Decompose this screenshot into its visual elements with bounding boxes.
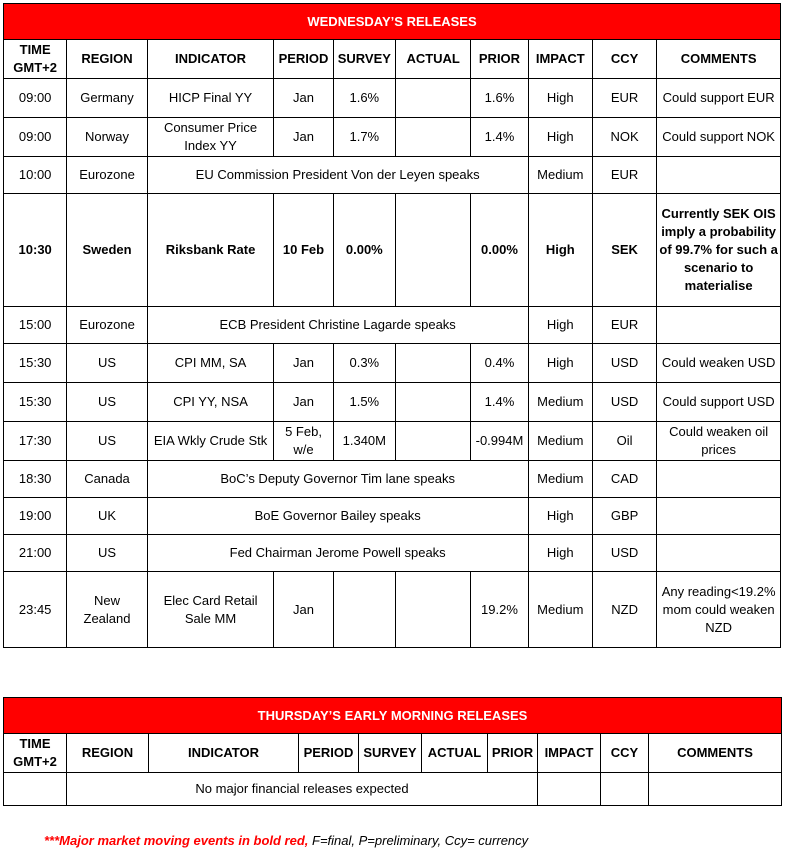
cell-indicator: BoE Governor Bailey speaks: [147, 498, 528, 535]
cell-comments: [657, 535, 781, 572]
cell-region: US: [67, 344, 147, 383]
cell-comments: Currently SEK OIS imply a probability of 99.7% for such a scenario to materialise: [657, 194, 781, 307]
cell-time: [4, 773, 67, 806]
cell-ccy: SEK: [592, 194, 656, 307]
header-prior: PRIOR: [471, 40, 528, 79]
empty-message: No major financial releases expected: [67, 773, 538, 806]
cell-survey: 1.7%: [333, 118, 395, 157]
cell-prior: 0.00%: [471, 194, 528, 307]
cell-indicator: CPI YY, NSA: [147, 383, 274, 422]
cell-region: Sweden: [67, 194, 147, 307]
cell-region: New Zealand: [67, 572, 147, 648]
cell-ccy: USD: [592, 344, 656, 383]
cell-survey: 1.5%: [333, 383, 395, 422]
cell-prior: 0.4%: [471, 344, 528, 383]
cell-impact: Medium: [528, 157, 592, 194]
cell-indicator: Fed Chairman Jerome Powell speaks: [147, 535, 528, 572]
header-survey: SURVEY: [359, 734, 422, 773]
cell-time: 17:30: [4, 422, 67, 461]
header-ccy: CCY: [592, 40, 656, 79]
table-row: [4, 157, 781, 194]
table-row: [4, 422, 781, 461]
cell-region: UK: [67, 498, 147, 535]
cell-comments: Could weaken USD: [657, 344, 781, 383]
cell-survey: 1.6%: [333, 79, 395, 118]
cell-actual: [395, 194, 470, 307]
cell-ccy: NOK: [592, 118, 656, 157]
header-time: TIME GMT+2: [4, 40, 67, 79]
table-row: [4, 194, 781, 307]
cell-comments: [657, 157, 781, 194]
cell-indicator: BoC’s Deputy Governor Tim lane speaks: [147, 461, 528, 498]
cell-comments: Could support USD: [657, 383, 781, 422]
cell-indicator: Riksbank Rate: [147, 194, 274, 307]
cell-period: 5 Feb, w/e: [274, 422, 333, 461]
cell-impact: High: [528, 307, 592, 344]
header-impact: IMPACT: [528, 40, 592, 79]
cell-region: US: [67, 535, 147, 572]
header-comments: COMMENTS: [649, 734, 782, 773]
cell-prior: 1.4%: [471, 383, 528, 422]
cell-period: Jan: [274, 79, 333, 118]
cell-time: 19:00: [4, 498, 67, 535]
footer-highlight: ***Major market moving events in bold red,: [44, 833, 309, 848]
cell-period: Jan: [274, 344, 333, 383]
cell-impact: High: [528, 344, 592, 383]
cell-actual: [395, 79, 470, 118]
table-row: [4, 383, 781, 422]
cell-indicator: ECB President Christine Lagarde speaks: [147, 307, 528, 344]
cell-impact: [538, 773, 601, 806]
cell-ccy: NZD: [592, 572, 656, 648]
cell-comments: Could support NOK: [657, 118, 781, 157]
header-actual: ACTUAL: [422, 734, 488, 773]
cell-survey: 0.3%: [333, 344, 395, 383]
header-region: REGION: [67, 40, 147, 79]
footer-note: [44, 833, 528, 848]
header-indicator: INDICATOR: [147, 40, 274, 79]
cell-ccy: EUR: [592, 79, 656, 118]
cell-prior: 1.6%: [471, 79, 528, 118]
header-actual: ACTUAL: [395, 40, 470, 79]
thursday-releases-table: [3, 697, 782, 806]
cell-region: Germany: [67, 79, 147, 118]
cell-region: Eurozone: [67, 157, 147, 194]
cell-region: Norway: [67, 118, 147, 157]
table-row: [4, 773, 782, 806]
thursday-header-row: [4, 734, 782, 773]
cell-impact: High: [528, 118, 592, 157]
cell-time: 15:30: [4, 383, 67, 422]
cell-time: 09:00: [4, 79, 67, 118]
header-survey: SURVEY: [333, 40, 395, 79]
cell-comments: Any reading<19.2% mom could weaken NZD: [657, 572, 781, 648]
cell-impact: High: [528, 79, 592, 118]
cell-impact: Medium: [528, 461, 592, 498]
header-period: PERIOD: [274, 40, 333, 79]
header-time: TIME GMT+2: [4, 734, 67, 773]
cell-impact: Medium: [528, 572, 592, 648]
cell-impact: High: [528, 194, 592, 307]
cell-time: 21:00: [4, 535, 67, 572]
cell-time: 09:00: [4, 118, 67, 157]
cell-time: 10:00: [4, 157, 67, 194]
cell-ccy: Oil: [592, 422, 656, 461]
cell-ccy: GBP: [592, 498, 656, 535]
cell-comments: [657, 307, 781, 344]
cell-comments: Could support EUR: [657, 79, 781, 118]
table-row: [4, 572, 781, 648]
wednesday-releases-table: [3, 3, 781, 648]
cell-actual: [395, 572, 470, 648]
cell-indicator: Elec Card Retail Sale MM: [147, 572, 274, 648]
cell-region: Eurozone: [67, 307, 147, 344]
cell-period: Jan: [274, 572, 333, 648]
cell-comments: [657, 461, 781, 498]
header-impact: IMPACT: [538, 734, 601, 773]
header-indicator: INDICATOR: [149, 734, 299, 773]
cell-actual: [395, 422, 470, 461]
header-ccy: CCY: [601, 734, 649, 773]
cell-ccy: CAD: [592, 461, 656, 498]
cell-time: 15:30: [4, 344, 67, 383]
cell-indicator: HICP Final YY: [147, 79, 274, 118]
cell-actual: [395, 344, 470, 383]
cell-period: 10 Feb: [274, 194, 333, 307]
cell-prior: -0.994M: [471, 422, 528, 461]
thursday-title: THURSDAY’S EARLY MORNING RELEASES: [4, 698, 782, 734]
table-row: [4, 79, 781, 118]
cell-survey: [333, 572, 395, 648]
cell-time: 23:45: [4, 572, 67, 648]
cell-region: Canada: [67, 461, 147, 498]
cell-region: US: [67, 422, 147, 461]
cell-period: Jan: [274, 383, 333, 422]
cell-impact: High: [528, 535, 592, 572]
cell-actual: [395, 383, 470, 422]
cell-indicator: Consumer Price Index YY: [147, 118, 274, 157]
table-row: [4, 498, 781, 535]
cell-ccy: EUR: [592, 307, 656, 344]
table-row: [4, 307, 781, 344]
cell-survey: 1.340M: [333, 422, 395, 461]
cell-period: Jan: [274, 118, 333, 157]
cell-prior: 19.2%: [471, 572, 528, 648]
cell-region: US: [67, 383, 147, 422]
header-region: REGION: [67, 734, 149, 773]
header-prior: PRIOR: [488, 734, 538, 773]
cell-impact: High: [528, 498, 592, 535]
table-row: [4, 461, 781, 498]
cell-ccy: USD: [592, 383, 656, 422]
wednesday-title: WEDNESDAY’S RELEASES: [4, 4, 781, 40]
cell-comments: [649, 773, 782, 806]
cell-survey: 0.00%: [333, 194, 395, 307]
wednesday-header-row: [4, 40, 781, 79]
cell-actual: [395, 118, 470, 157]
cell-impact: Medium: [528, 383, 592, 422]
cell-indicator: CPI MM, SA: [147, 344, 274, 383]
table-row: [4, 535, 781, 572]
cell-ccy: USD: [592, 535, 656, 572]
cell-ccy: EUR: [592, 157, 656, 194]
cell-comments: Could weaken oil prices: [657, 422, 781, 461]
cell-indicator: EIA Wkly Crude Stk: [147, 422, 274, 461]
cell-prior: 1.4%: [471, 118, 528, 157]
cell-time: 15:00: [4, 307, 67, 344]
cell-indicator: EU Commission President Von der Leyen speaks: [147, 157, 528, 194]
footer-legend: F=final, P=preliminary, Ccy= currency: [308, 833, 529, 848]
cell-time: 10:30: [4, 194, 67, 307]
table-row: [4, 118, 781, 157]
table-row: [4, 344, 781, 383]
cell-impact: Medium: [528, 422, 592, 461]
header-comments: COMMENTS: [657, 40, 781, 79]
cell-ccy: [601, 773, 649, 806]
header-period: PERIOD: [299, 734, 359, 773]
cell-time: 18:30: [4, 461, 67, 498]
cell-comments: [657, 498, 781, 535]
